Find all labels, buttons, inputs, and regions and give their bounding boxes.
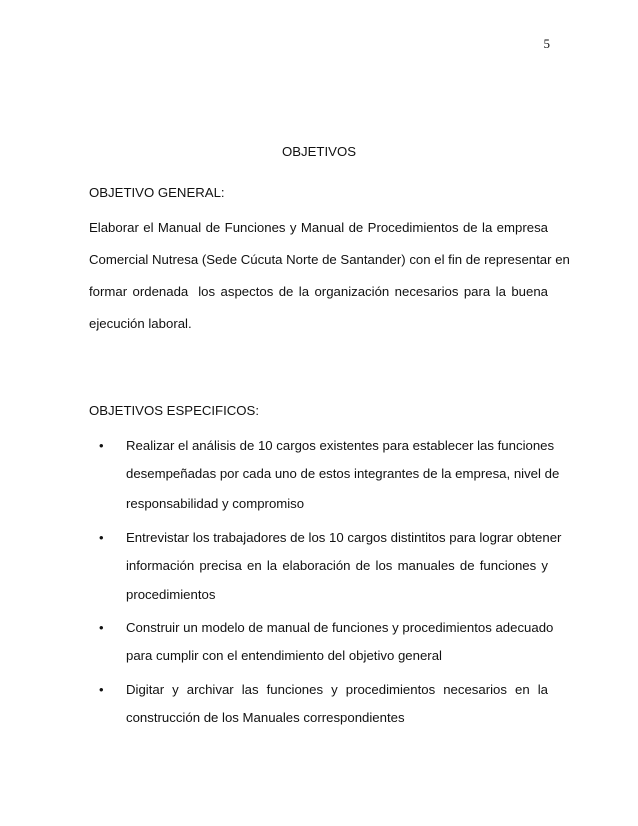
bullet-icon: • bbox=[99, 620, 104, 635]
specific-objective-line: Entrevistar los trabajadores de los 10 cargos distintitos para lograr obtener bbox=[126, 530, 562, 545]
general-objective-heading: OBJETIVO GENERAL: bbox=[89, 185, 225, 200]
bullet-icon: • bbox=[99, 682, 104, 697]
page-title: OBJETIVOS bbox=[281, 144, 356, 159]
specific-objective-line: Construir un modelo de manual de funciones y procedimientos adecuado bbox=[126, 620, 554, 635]
specific-objective-line: desempeñadas por cada uno de estos integrantes de la empresa, nivel de bbox=[126, 466, 560, 481]
specific-objective-line: información precisa en la elaboración de los manuales de funciones y bbox=[126, 558, 548, 573]
specific-objective-line: responsabilidad y compromiso bbox=[126, 496, 305, 511]
specific-objective-line: para cumplir con el entendimiento del objetivo general bbox=[126, 648, 442, 663]
general-objective-line: Elaborar el Manual de Funciones y Manual de Procedimientos de la empresa bbox=[89, 220, 548, 235]
specific-objective-line: procedimientos bbox=[126, 587, 216, 602]
bullet-icon: • bbox=[99, 530, 104, 545]
general-objective-text-part: formar ordenada bbox=[89, 284, 189, 299]
general-objective-line bbox=[89, 284, 548, 299]
specific-objective-line: construcción de los Manuales correspondientes bbox=[126, 710, 405, 725]
page-number: 5 bbox=[543, 36, 550, 51]
general-objective-line: Comercial Nutresa (Sede Cúcuta Norte de Santander) con el fin de representar en bbox=[89, 252, 570, 267]
specific-objective-line: Realizar el análisis de 10 cargos existentes para establecer las funciones bbox=[126, 438, 555, 453]
specific-objectives-heading: OBJETIVOS ESPECIFICOS: bbox=[89, 403, 260, 418]
general-objective-text-part: los aspectos de la organización necesarios para la buena bbox=[198, 284, 548, 299]
general-objective-line: ejecución laboral. bbox=[89, 316, 192, 331]
bullet-icon: • bbox=[99, 438, 104, 453]
specific-objective-line: Digitar y archivar las funciones y procedimientos necesarios en la bbox=[126, 682, 548, 697]
